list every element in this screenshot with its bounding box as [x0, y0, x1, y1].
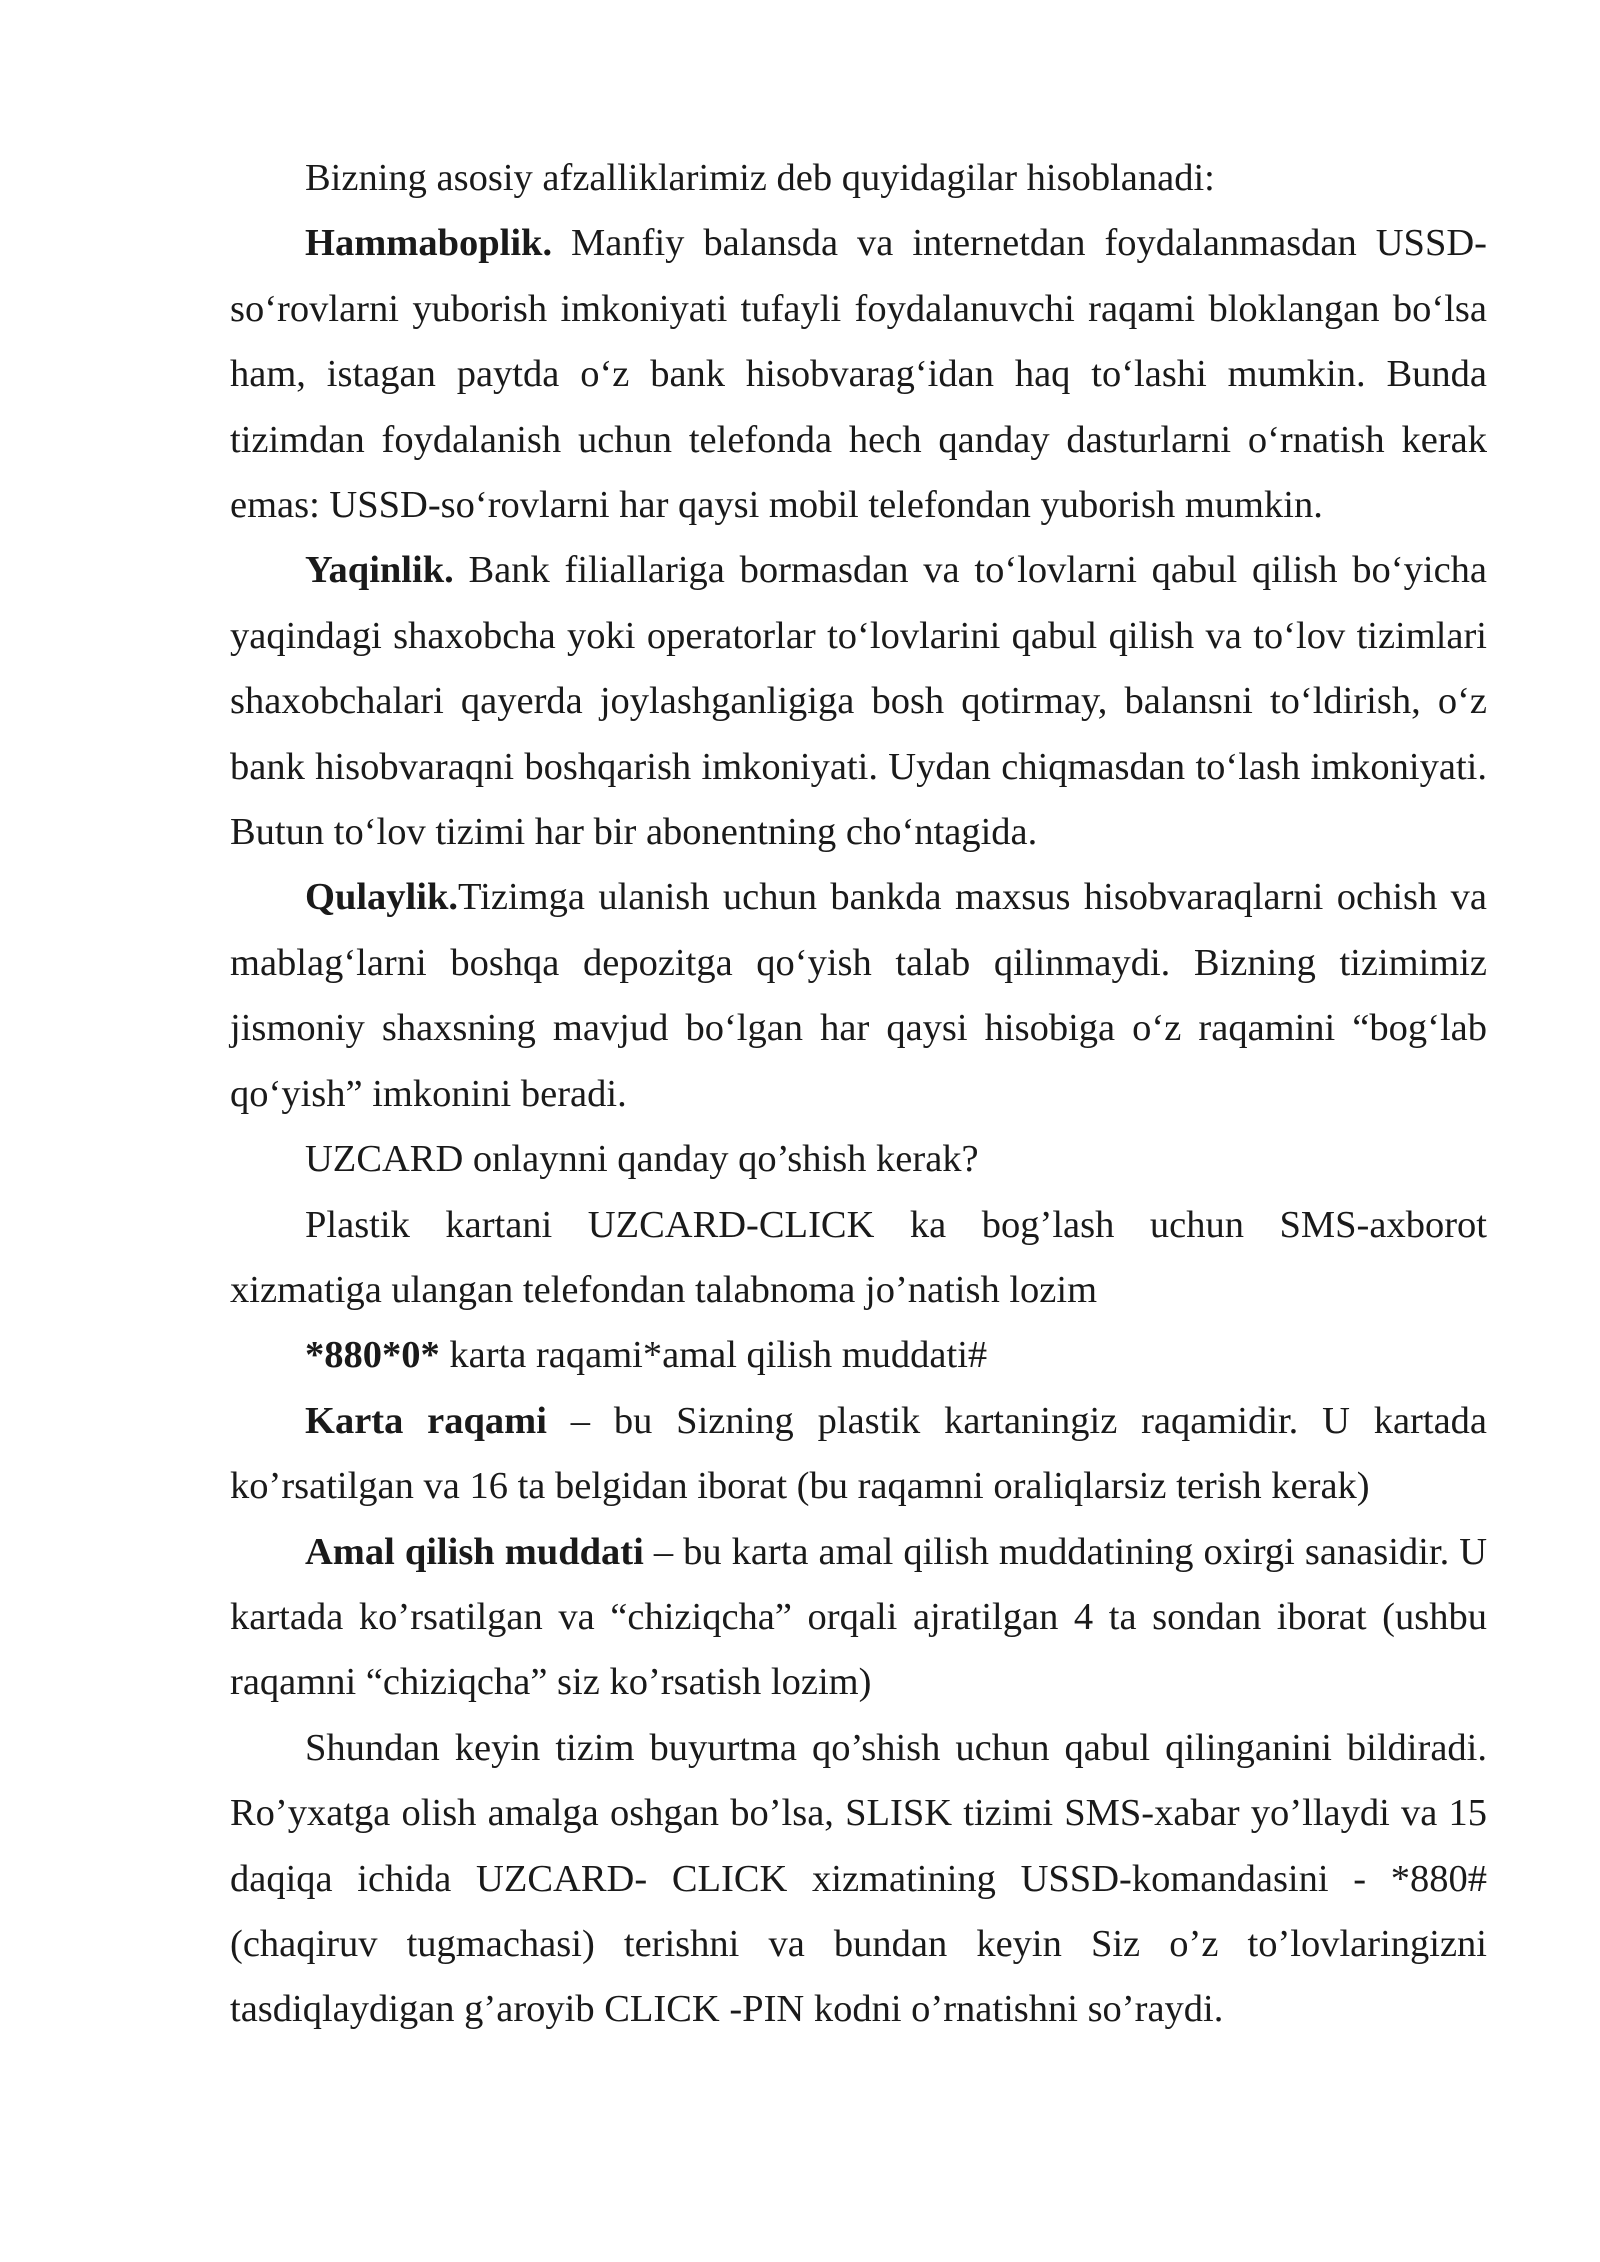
ussd-command-paragraph: [230, 1323, 1487, 1388]
amal-qilish-paragraph: [230, 1520, 1487, 1716]
hammaboplik-heading: Hammaboplik.: [305, 222, 553, 265]
uzcard-question-paragraph: UZCARD onlaynni qanday qo’shish kerak?: [305, 1138, 979, 1181]
ussd-command-text: karta raqami*amal qilish muddati#: [439, 1334, 988, 1377]
karta-raqami-text: – bu Sizning plastik kartaningiz raqamidir. U kartada ko’rsatilgan va 16 ta belgidan iborat (bu raqamni oraliqlarsiz terish kerak): [230, 1399, 1487, 1508]
uzcard-instruction-paragraph: Plastik kartani UZCARD-CLICK ka bog’lash uchun SMS-axborot xizmatiga ulangan telefondan talabnoma jo’natish lozim: [230, 1203, 1487, 1311]
karta-raqami-heading: Karta raqami: [305, 1399, 547, 1442]
karta-raqami-paragraph: [230, 1389, 1487, 1520]
document-page: [230, 146, 1487, 2043]
hammaboplik-text: Manfiy balansda va internetdan foydalanmasdan USSD-so‘rovlarni yuborish imkoniyati tufayli foydalanuvchi raqami bloklangan bo‘lsa ham, istagan paytda o‘z bank hisobvarag‘idan haq to‘lashi mumkin. Bunda tizimdan foydalanish uchun telefonda hech qanday dasturlarni o‘rnatish kerak emas: USSD-so‘rovlarni har qaysi mobil telefondan yuborish mumkin.: [230, 222, 1487, 527]
amal-qilish-text: – bu karta amal qilish muddatining oxirgi sanasidir. U kartada ko’rsatilgan va “chiziqcha” orqali ajratilgan 4 ta sondan iborat (ushbu raqamni “chiziqcha” siz ko’rsatish lozim): [230, 1530, 1488, 1704]
amal-qilish-heading: Amal qilish muddati: [305, 1530, 644, 1573]
yaqinlik-heading: Yaqinlik.: [305, 549, 454, 592]
ussd-command-code: *880*0*: [305, 1334, 440, 1377]
qulaylik-text: Tizimga ulanish uchun bankda maxsus hisobvaraqlarni ochish va mablag‘larni boshqa depozitga qo‘yish talab qilinmaydi. Bizning tizimimiz jismoniy shaxsning mavjud bo‘lgan har qaysi hisobiga o‘z raqamini “bog‘lab qo‘yish” imkonini beradi.: [230, 876, 1487, 1115]
intro-paragraph: Bizning asosiy afzalliklarimiz deb quyidagilar hisoblanadi:: [305, 157, 1215, 199]
hammaboplik-paragraph: [230, 211, 1487, 538]
qulaylik-heading: Qulaylik.: [305, 876, 458, 919]
qulaylik-paragraph: [230, 865, 1487, 1127]
final-paragraph: Shundan keyin tizim buyurtma qo’shish uchun qabul qilinganini bildiradi. Ro’yxatga olish amalga oshgan bo’lsa, SLISK tizimi SMS-xabar yo’llaydi va 15 daqiqa ichida UZCARD- CLICK xizmatining USSD-komandasini - *880# (chaqiruv tugmachasi) terishni va bundan keyin Siz o’z to’lovlaringizni tasdiqlaydigan g’aroyib CLICK -PIN kodni o’rnatishni so’raydi.: [230, 1726, 1487, 2031]
yaqinlik-paragraph: [230, 538, 1487, 865]
yaqinlik-text: Bank filiallariga bormasdan va to‘lovlarni qabul qilish bo‘yicha yaqindagi shaxobcha yoki operatorlar to‘lovlarini qabul qilish va to‘lov tizimlari shaxobchalari qayerda joylashganligiga bosh qotirmay, balansni to‘ldirish, o‘z bank hisobvaraqni boshqarish imkoniyati. Uydan chiqmasdan to‘lash imkoniyati. Butun to‘lov tizimi har bir abonentning cho‘ntagida.: [230, 549, 1487, 854]
